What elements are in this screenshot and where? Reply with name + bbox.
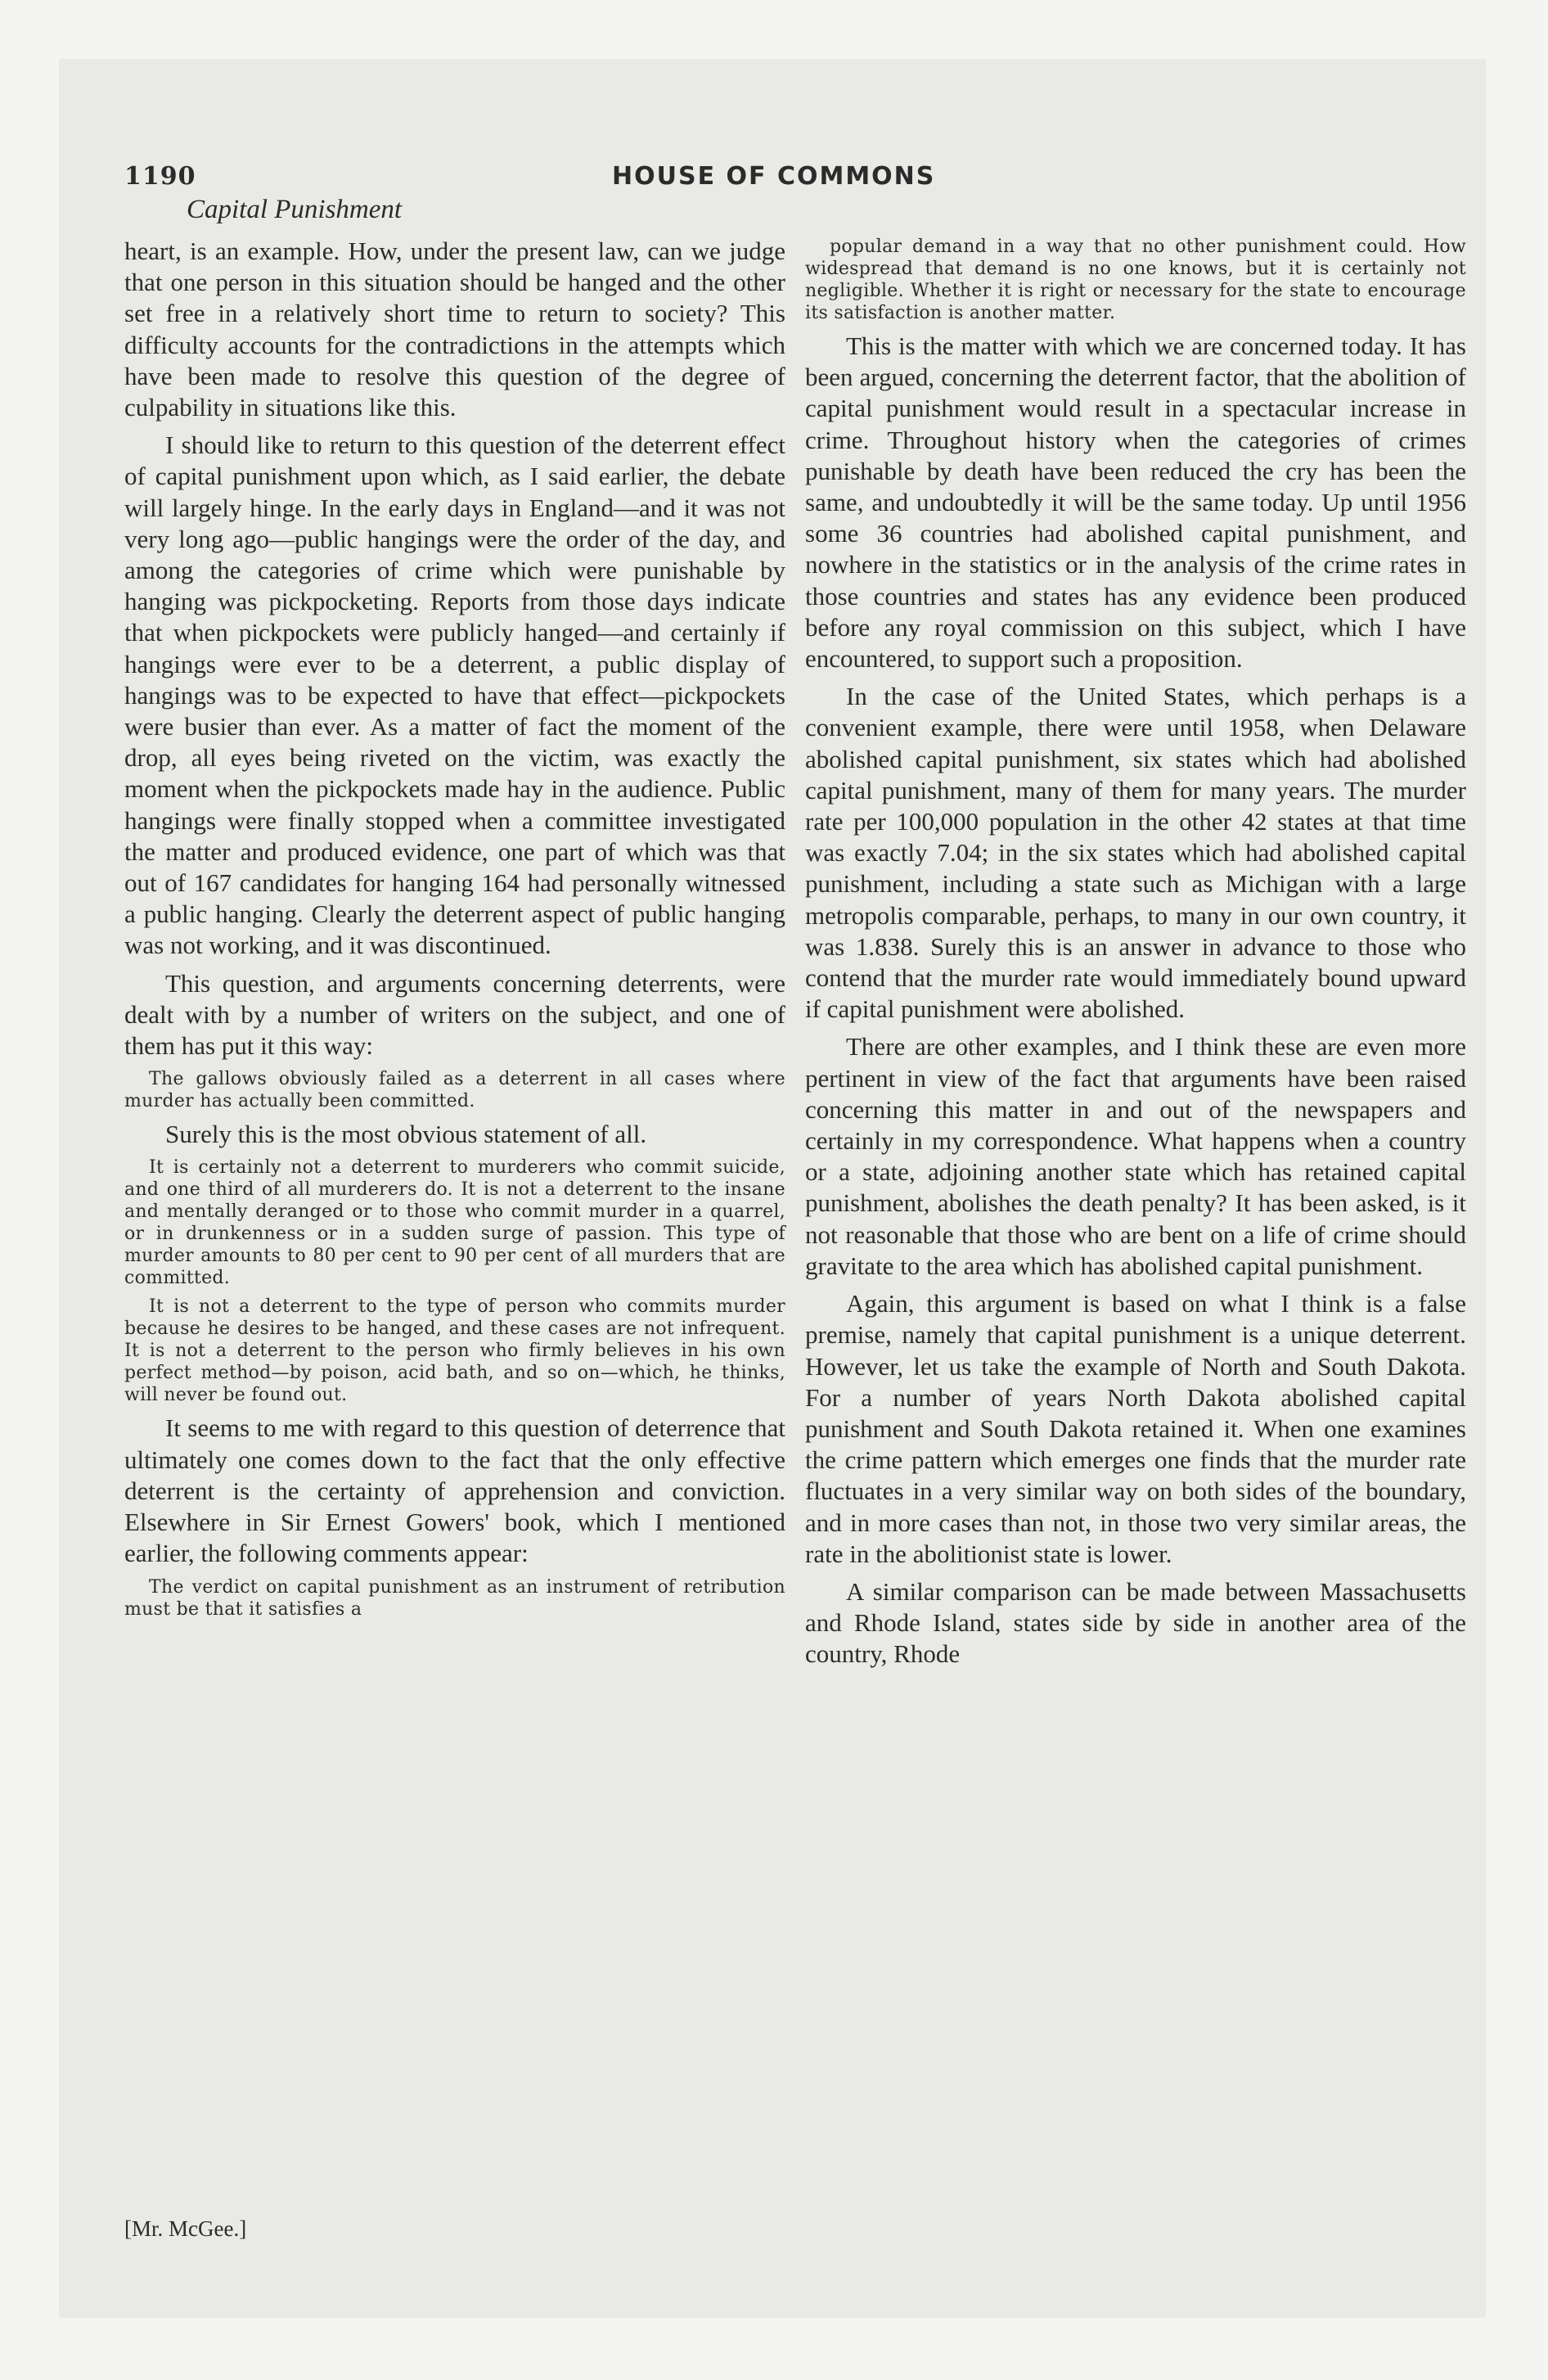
block-quote: It is not a deterrent to the type of person who commits murder because he desires to be hanged, and these cases are not infrequent. It is not a deterrent to the person who firmly believes in his own perfect method—by poison, acid bath, and so on—which, he thinks, will never be found out. bbox=[124, 1296, 785, 1406]
paragraph: Surely this is the most obvious statement of all. bbox=[165, 1120, 647, 1149]
page-number: 1190 bbox=[124, 162, 196, 191]
paragraph: This question, and arguments concerning deterrents, were dealt with by a number of writers on the subject, and one of them has put it this way: bbox=[124, 968, 785, 1061]
paragraph: There are other examples, and I think these are even more pertinent in view of the fact that arguments have been raised concerning this matter in and out of the newspapers and certainly in my correspondence. What happens when a country or a state, adjoining another state which has retained capital punishment, abolishes the death penalty? It has been asked, is it not reasonable that those who are bent on a life of crime should gravitate to the area which has abolished capital punishment. bbox=[805, 1032, 1466, 1280]
block-quote: The verdict on capital punishment as an instrument of retribution must be that it satisfies a bbox=[124, 1576, 785, 1620]
section-title: Capital Punishment bbox=[187, 195, 403, 224]
journal-title: HOUSE OF COMMONS bbox=[612, 162, 936, 191]
paragraph: It seems to me with regard to this question of deterrence that ultimately one comes down to the fact that the only effective deterrent is the certainty of apprehension and conviction. Elsewhere in Sir Ernest Gowers' book, which I mentioned earlier, the following comments appear: bbox=[124, 1413, 785, 1568]
paragraph: This is the matter with which we are concerned today. It has been argued, concerning the deterrent factor, that the abolition of capital punishment would result in a spectacular increase in crime. Throughout history when the categories of crimes punishable by death have been reduced the cry has been the same, and undoubtedly it will be the same today. Up until 1956 some 36 countries had abolished capital punishment, and nowhere in the statistics or in the analysis of the crime rates in those countries and states has any evidence been produced before any royal commission on this subject, which I have encountered, to support such a proposition. bbox=[805, 331, 1466, 674]
right-column bbox=[805, 236, 1466, 1677]
left-column bbox=[124, 236, 785, 1627]
paragraph: Again, this argument is based on what I think is a false premise, namely that capital punishment is a unique deterrent. However, let us take the example of North and South Dakota. For a number of years North Dakota abolished capital punishment and South Dakota retained it. When one examines the crime pattern which emerges one finds that the murder rate fluctuates in a very similar way on both sides of the boundary, and in more cases than not, in those two very similar areas, the rate in the abolitionist state is lower. bbox=[805, 1289, 1466, 1568]
block-quote: It is certainly not a deterrent to murderers who commit suicide, and one third of all murderers do. It is not a deterrent to the insane and mentally deranged or to those who commit murder in a quarrel, or in drunkenness or in a sudden surge of passion. This type of murder amounts to 80 per cent to 90 per cent of all murders that are committed. bbox=[124, 1157, 785, 1289]
paragraph: A similar comparison can be made between Massachusetts and Rhode Island, states side by side in another area of the country, Rhode bbox=[805, 1576, 1466, 1669]
speaker-attribution: [Mr. McGee.] bbox=[124, 2216, 247, 2241]
paragraph: heart, is an example. How, under the present law, can we judge that one person in this situation should be hanged and the other set free in a relatively short time to return to society? This difficulty accounts for the contradictions in the attempts which have been made to resolve this question of the degree of culpability in situations like this. bbox=[124, 237, 785, 422]
paragraph: I should like to return to this question of the deterrent effect of capital punishment upon which, as I said earlier, the debate will largely hinge. In the early days in England—and it was not very long ago—public hangings were the order of the day, and among the categories of crime which were punishable by hanging was pickpocketing. Reports from those days indicate that when pickpockets were publicly hanged—and certainly if hangings were ever to be a deterrent, a public display of hangings was to be expected to have that effect—pickpockets were busier than ever. As a matter of fact the moment of the drop, all eyes being riveted on the victim, was exactly the moment when the pickpockets made hay in the audience. Public hangings were finally stopped when a committee investigated the matter and produced evidence, one part of which was that out of 167 candidates for hanging 164 had personally witnessed a public hanging. Clearly the deterrent aspect of public hanging was not working, and it was discontinued. bbox=[124, 430, 785, 960]
block-quote: The gallows obviously failed as a deterrent in all cases where murder has actually been committed. bbox=[124, 1069, 785, 1112]
paragraph: In the case of the United States, which perhaps is a convenient example, there were until 1958, when Delaware abolished capital punishment, six states which had abolished capital punishment, many of them for many years. The murder rate per 100,000 population in the other 42 states at that time was exactly 7.04; in the six states which had abolished capital punishment, including a state such as Michigan with a large metropolis comparable, perhaps, to many in our own country, it was 1.838. Surely this is an answer in advance to those who contend that the murder rate would immediately bound upward if capital punishment were abolished. bbox=[805, 682, 1466, 1024]
block-quote: popular demand in a way that no other punishment could. How widespread that demand is no one knows, but it is certainly not negligible. Whether it is right or necessary for the state to encourage its satisfaction is another matter. bbox=[805, 237, 1466, 323]
